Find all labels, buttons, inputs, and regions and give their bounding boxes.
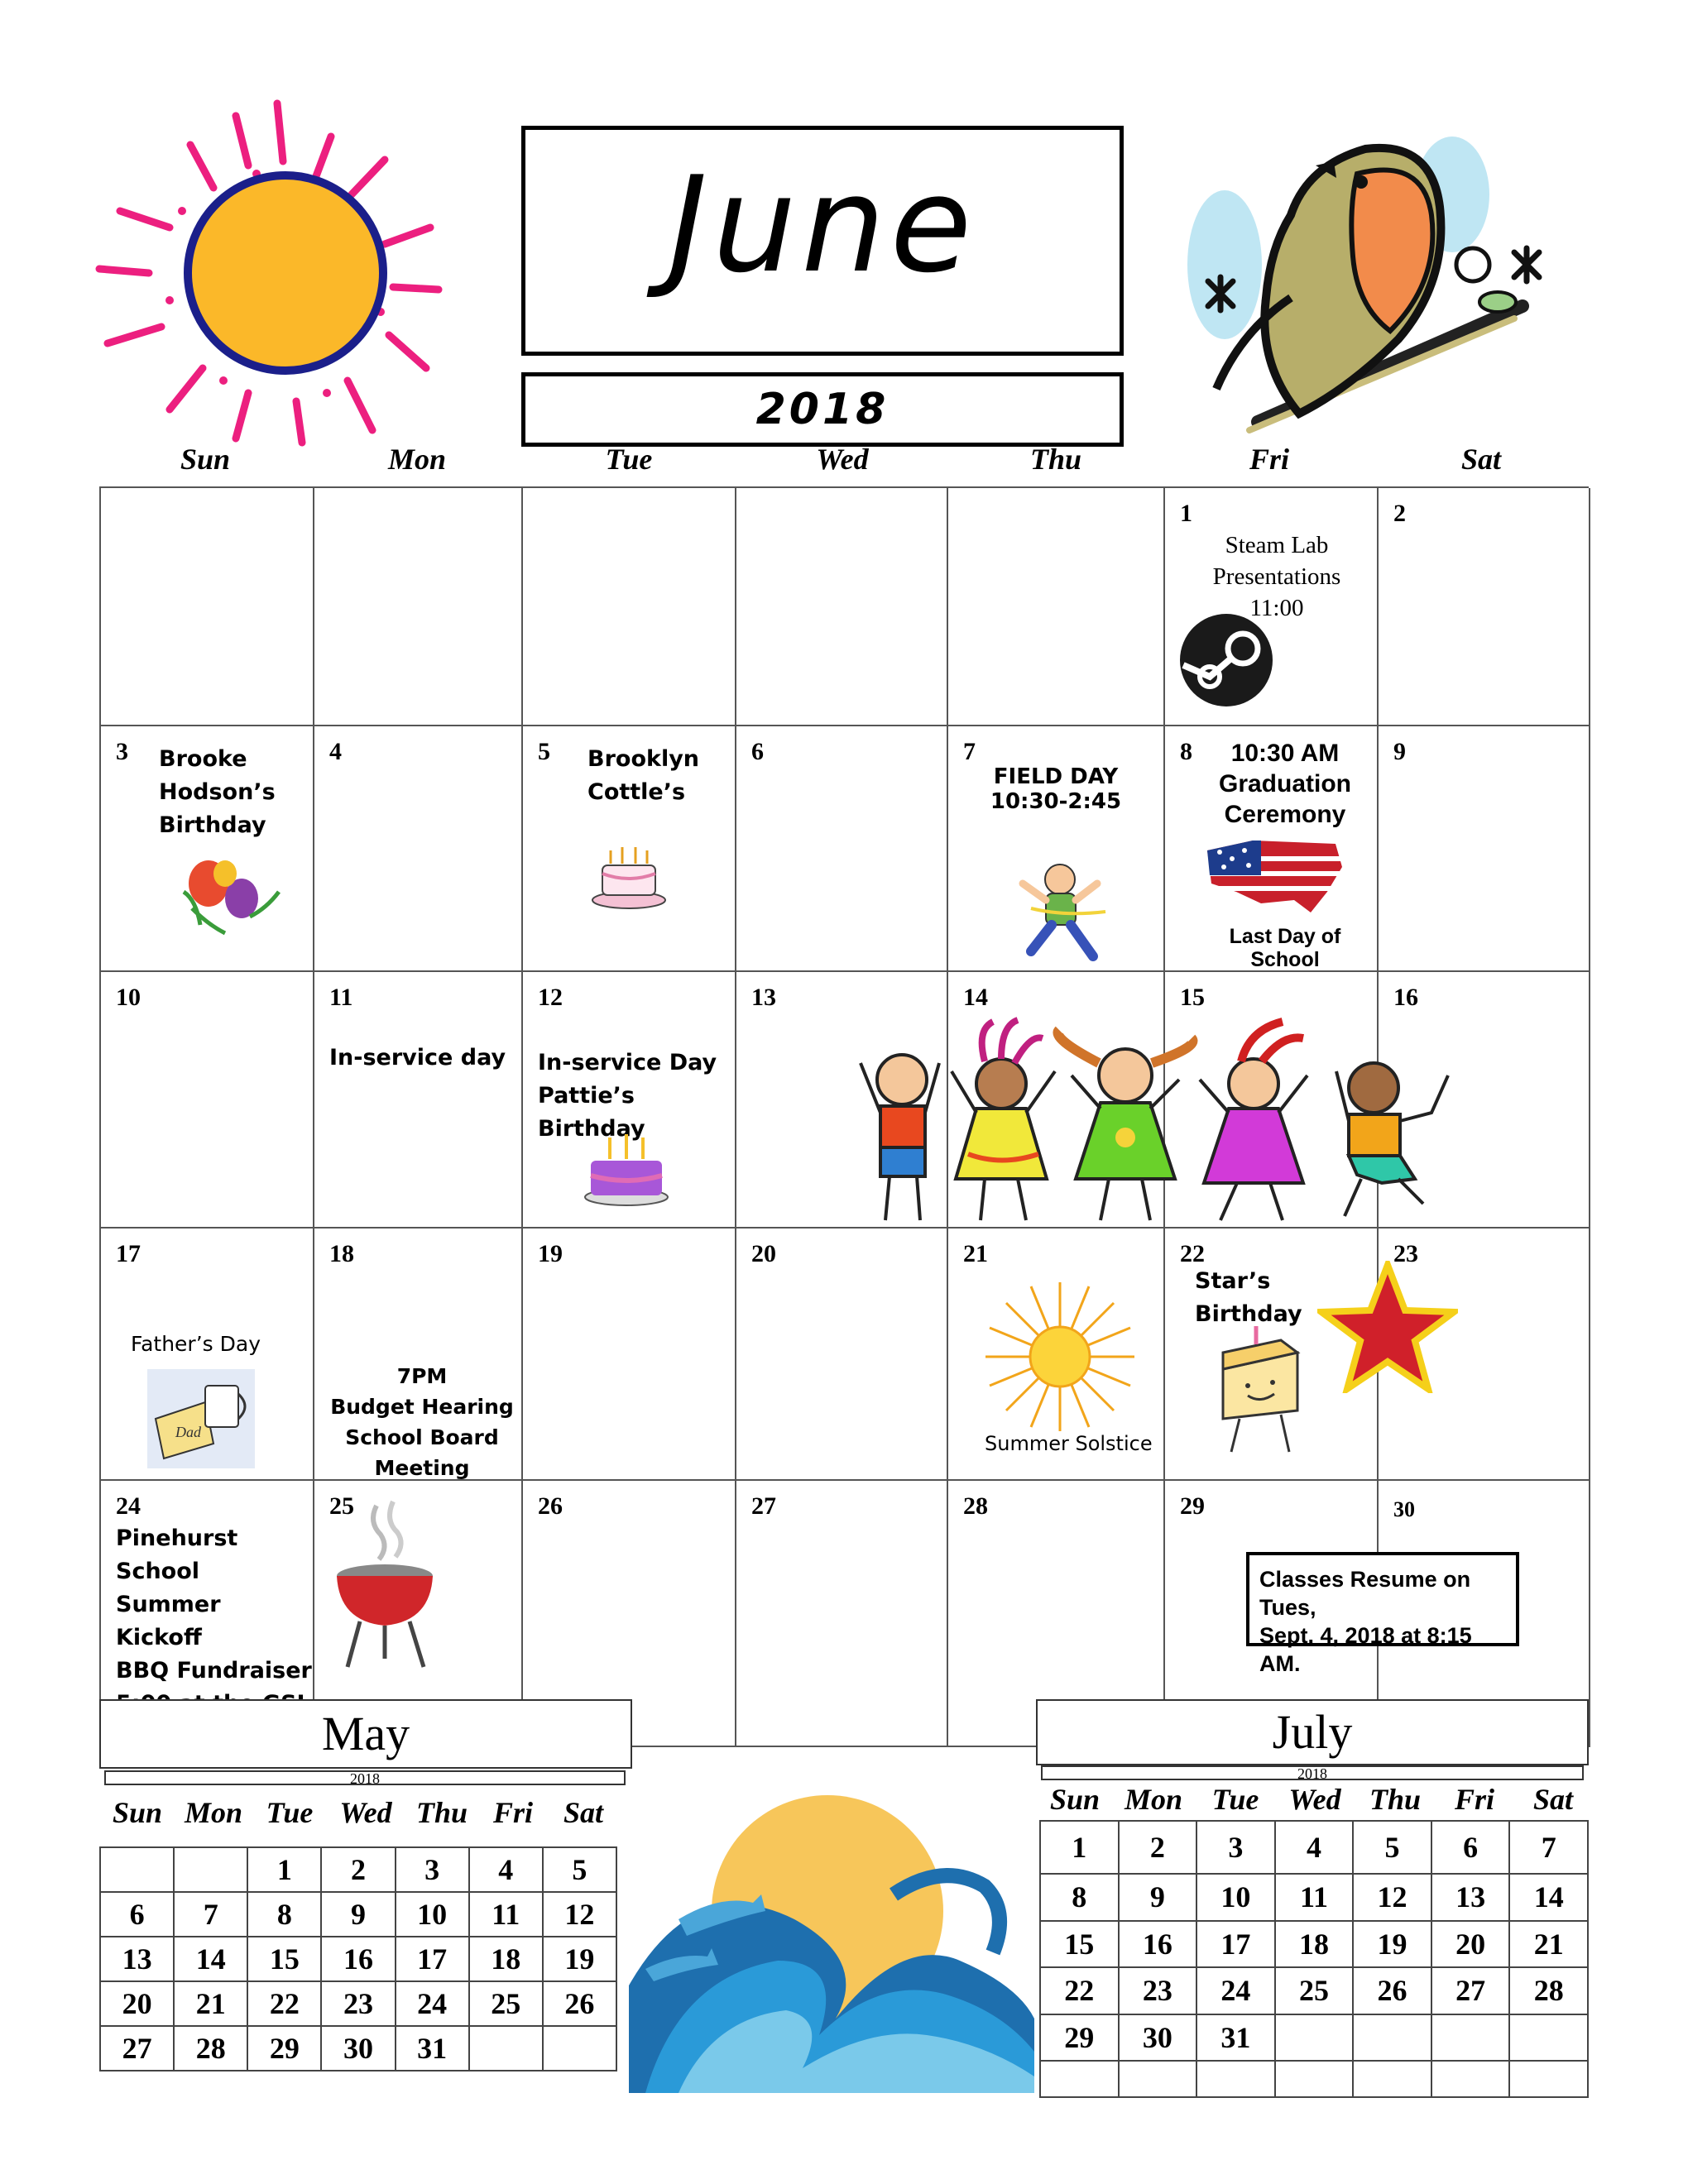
day-number: 17	[116, 1240, 141, 1267]
event-line: School	[1250, 948, 1320, 971]
july-day	[1509, 2061, 1588, 2097]
note-line: Classes Resume on Tues,	[1259, 1567, 1471, 1620]
day-cell	[523, 488, 736, 726]
may-day: 24	[396, 1981, 469, 2026]
day-cell	[1379, 726, 1590, 972]
sun-clipart-icon	[91, 95, 480, 451]
robin-bird-clipart-icon	[1158, 116, 1556, 447]
may-day: 23	[321, 1981, 395, 2026]
may-day: 31	[396, 2026, 469, 2071]
may-day: 28	[174, 2026, 247, 2071]
day-number: 15	[1180, 984, 1205, 1011]
day-number: 29	[1180, 1492, 1205, 1520]
july-day: 10	[1196, 1874, 1275, 1921]
day-cell	[948, 488, 1165, 726]
may-day	[174, 1847, 247, 1892]
day-number: 4	[329, 738, 342, 765]
july-day: 21	[1509, 1921, 1588, 1968]
year-title: 2018	[755, 385, 890, 434]
event-line: Cottle’s	[587, 779, 686, 805]
event-brooke-birthday	[159, 743, 247, 776]
july-day: 20	[1431, 1921, 1510, 1968]
day-number: 13	[751, 984, 776, 1011]
day-number: 20	[751, 1240, 776, 1267]
july-title: July	[1272, 1705, 1353, 1759]
july-weekday: Sun	[1049, 1783, 1101, 1816]
july-day: 26	[1353, 1967, 1431, 2014]
july-day	[1119, 2061, 1197, 2097]
july-day: 7	[1509, 1821, 1588, 1874]
july-day	[1196, 2061, 1275, 2097]
star-icon	[1317, 1261, 1458, 1393]
july-day: 13	[1431, 1874, 1510, 1921]
july-weekday: Fri	[1454, 1783, 1495, 1816]
day-number: 9	[1393, 738, 1406, 765]
day-cell-8	[1165, 726, 1379, 972]
july-day: 28	[1509, 1967, 1588, 2014]
weekday-wed: Wed	[816, 443, 869, 476]
weekday-fri: Fri	[1249, 443, 1290, 476]
day-cell-7	[948, 726, 1165, 972]
day-cell-17	[101, 1228, 314, 1481]
may-weekday: Tue	[266, 1796, 314, 1829]
event-line: Ceremony	[1224, 801, 1346, 828]
july-day: 29	[1040, 2014, 1119, 2062]
day-number: 14	[963, 984, 988, 1011]
may-day: 25	[469, 1981, 543, 2026]
may-day: 15	[247, 1937, 321, 1981]
event-line: Steam Lab	[1225, 532, 1329, 558]
day-number: 23	[1393, 1240, 1418, 1267]
day-cell	[314, 488, 523, 726]
july-day: 25	[1275, 1967, 1354, 2014]
day-cell-12	[523, 972, 736, 1228]
event-line: School Board	[345, 1425, 499, 1449]
event-line: Presentations	[1212, 563, 1341, 590]
day-number: 6	[751, 738, 764, 765]
may-day	[469, 2026, 543, 2071]
july-day: 3	[1196, 1821, 1275, 1874]
day-number: 10	[116, 984, 141, 1011]
steam-logo-icon	[1177, 611, 1276, 710]
weekday-sun: Sun	[180, 443, 231, 476]
july-day	[1431, 2061, 1510, 2097]
may-day: 11	[469, 1892, 543, 1937]
july-day	[1275, 2061, 1354, 2097]
may-day: 21	[174, 1981, 247, 2026]
may-day: 8	[247, 1892, 321, 1937]
july-day: 5	[1353, 1821, 1431, 1874]
event-summer-solstice: Summer Solstice	[985, 1432, 1153, 1455]
july-day: 8	[1040, 1874, 1119, 1921]
month-title-box	[521, 126, 1124, 356]
day-number: 27	[751, 1492, 776, 1520]
day-cell	[314, 726, 523, 972]
event-line: Last Day of	[1229, 925, 1341, 948]
may-weekday: Sat	[563, 1796, 604, 1829]
may-day: 4	[469, 1847, 543, 1892]
day-number: 5	[538, 738, 550, 765]
july-weekday: Wed	[1288, 1783, 1341, 1816]
event-line: Brooke	[159, 746, 247, 772]
bbq-grill-icon	[331, 1497, 439, 1671]
event-line: In-service Day	[538, 1050, 717, 1075]
day-cell-21	[948, 1228, 1165, 1481]
may-day: 1	[247, 1847, 321, 1892]
july-year: 2018	[1041, 1765, 1584, 1780]
event-line: BBQ Fundraiser	[116, 1658, 312, 1684]
day-number: 24	[116, 1492, 141, 1520]
day-cell-11	[314, 972, 523, 1228]
may-day: 2	[321, 1847, 395, 1892]
may-calendar-table	[99, 1846, 617, 2071]
dancing-kids-clipart-icon	[852, 1013, 1465, 1228]
event-brooklyn-birthday	[587, 743, 699, 809]
july-day	[1431, 2014, 1510, 2062]
running-child-icon	[1014, 859, 1114, 966]
day-number: 19	[538, 1240, 563, 1267]
day-number: 2	[1393, 500, 1406, 527]
may-day: 14	[174, 1937, 247, 1981]
may-day: 13	[100, 1937, 174, 1981]
day-cell	[1379, 488, 1590, 726]
may-day: 5	[543, 1847, 616, 1892]
dad-card-text: Dad	[175, 1424, 201, 1440]
july-day: 9	[1119, 1874, 1197, 1921]
event-line: Hodson’s	[159, 779, 276, 805]
event-line: Brooklyn	[587, 746, 700, 772]
day-number: 16	[1393, 984, 1418, 1011]
may-day: 6	[100, 1892, 174, 1937]
day-cell	[736, 726, 948, 972]
day-number: 28	[963, 1492, 988, 1520]
may-day: 3	[396, 1847, 469, 1892]
day-cell	[736, 488, 948, 726]
may-day: 19	[543, 1937, 616, 1981]
july-weekday: Mon	[1124, 1783, 1183, 1816]
day-cell	[101, 972, 314, 1228]
event-line: 10:30 AM	[1230, 740, 1340, 767]
july-weekday: Tue	[1211, 1783, 1259, 1816]
july-day: 24	[1196, 1967, 1275, 2014]
wave-dolphins-clipart-icon	[629, 1770, 1034, 2093]
may-day: 20	[100, 1981, 174, 2026]
july-day	[1353, 2014, 1431, 2062]
event-line: Pattie’s Birthday	[538, 1083, 645, 1142]
may-title-box	[99, 1699, 632, 1769]
may-weekday: Sun	[112, 1796, 163, 1829]
weekday-sat: Sat	[1460, 443, 1502, 476]
july-day	[1353, 2061, 1431, 2097]
may-day	[100, 1847, 174, 1892]
july-day: 15	[1040, 1921, 1119, 1968]
weekday-thu: Thu	[1029, 443, 1082, 476]
event-fathers-day: Father’s Day	[131, 1332, 261, 1356]
day-number: 3	[116, 738, 128, 765]
day-number: 26	[538, 1492, 563, 1520]
event-steam-lab	[1182, 529, 1372, 624]
event-inservice: In-service day	[329, 1045, 506, 1070]
july-day: 16	[1119, 1921, 1197, 1968]
day-cell-18	[314, 1228, 523, 1481]
event-line: FIELD DAY	[993, 764, 1119, 789]
event-budget-hearing	[323, 1361, 521, 1483]
july-day: 2	[1119, 1821, 1197, 1874]
event-line: Budget Hearing	[330, 1395, 514, 1419]
may-weekday: Fri	[492, 1796, 534, 1829]
event-line: 7PM	[396, 1364, 448, 1388]
july-weekday: Thu	[1369, 1783, 1422, 1816]
may-weekday: Thu	[415, 1796, 468, 1829]
day-number: 11	[329, 984, 353, 1011]
day-number: 25	[329, 1492, 354, 1520]
day-number: 12	[538, 984, 563, 1011]
day-cell	[736, 1481, 948, 1747]
classes-resume-note	[1246, 1552, 1519, 1676]
event-graduation	[1198, 738, 1372, 830]
may-day: 7	[174, 1892, 247, 1937]
may-weekday: Mon	[184, 1796, 243, 1829]
july-calendar-table	[1039, 1820, 1589, 2098]
day-cell	[523, 1228, 736, 1481]
weekday-tue: Tue	[605, 443, 653, 476]
event-line: 11:00	[1249, 595, 1304, 621]
july-title-box	[1036, 1699, 1589, 1765]
weekday-mon: Mon	[387, 443, 447, 476]
day-cell	[101, 488, 314, 726]
july-day: 17	[1196, 1921, 1275, 1968]
day-number: 21	[963, 1240, 988, 1267]
day-number: 18	[329, 1240, 354, 1267]
may-day: 16	[321, 1937, 395, 1981]
july-day: 22	[1040, 1967, 1119, 2014]
may-day: 18	[469, 1937, 543, 1981]
birthday-cake-icon	[587, 832, 670, 915]
event-line: Summer Kickoff	[116, 1592, 221, 1650]
july-day: 4	[1275, 1821, 1354, 1874]
event-bbq-fundraiser	[116, 1522, 313, 1721]
july-day: 18	[1275, 1921, 1354, 1968]
july-day	[1275, 2014, 1354, 2062]
cake-slice-icon	[1215, 1320, 1306, 1460]
may-day: 27	[100, 2026, 174, 2071]
july-weekday: Sat	[1532, 1783, 1574, 1816]
note-line: Sept. 4, 2018 at 8:15 AM.	[1259, 1623, 1472, 1676]
day-cell	[736, 1228, 948, 1481]
year-title-box	[521, 372, 1124, 447]
july-day: 27	[1431, 1967, 1510, 2014]
month-title: June	[668, 146, 977, 302]
may-day: 22	[247, 1981, 321, 2026]
event-field-day	[973, 764, 1139, 814]
day-cell-3	[101, 726, 314, 972]
summer-sun-icon	[981, 1278, 1139, 1435]
event-star-birthday: Star’s Birthday	[1195, 1268, 1302, 1327]
july-day: 11	[1275, 1874, 1354, 1921]
may-weekday: Wed	[339, 1796, 392, 1829]
may-day: 12	[543, 1892, 616, 1937]
may-day: 17	[396, 1937, 469, 1981]
july-weekdays	[1039, 1782, 1594, 1818]
july-day: 19	[1353, 1921, 1431, 1968]
may-day: 9	[321, 1892, 395, 1937]
july-day	[1040, 2061, 1119, 2097]
july-day: 1	[1040, 1821, 1119, 1874]
day-number: 1	[1180, 500, 1192, 527]
fathers-day-mug-icon	[147, 1369, 255, 1468]
day-number: 22	[1180, 1240, 1205, 1267]
event-brooke-birthday-2	[159, 776, 276, 842]
may-day	[543, 2026, 616, 2071]
may-day: 10	[396, 1892, 469, 1937]
may-day: 30	[321, 2026, 395, 2071]
july-day: 12	[1353, 1874, 1431, 1921]
may-weekdays	[99, 1795, 629, 1832]
may-title: May	[321, 1707, 410, 1760]
day-number: 30	[1393, 1497, 1415, 1521]
may-day: 26	[543, 1981, 616, 2026]
purple-cake-icon	[581, 1128, 672, 1210]
day-cell-5	[523, 726, 736, 972]
may-day: 29	[247, 2026, 321, 2071]
day-cell-1	[1165, 488, 1379, 726]
day-number: 7	[963, 738, 976, 765]
event-line: Graduation	[1218, 770, 1351, 797]
event-line: 10:30-2:45	[990, 789, 1122, 814]
event-line: Meeting	[374, 1456, 470, 1480]
july-day: 14	[1509, 1874, 1588, 1921]
day-number: 8	[1180, 738, 1192, 765]
july-day	[1509, 2014, 1588, 2062]
july-day: 6	[1431, 1821, 1510, 1874]
event-last-day	[1198, 925, 1372, 971]
july-day: 23	[1119, 1967, 1197, 2014]
event-line: Pinehurst School	[116, 1525, 238, 1584]
july-day: 30	[1119, 2014, 1197, 2062]
event-line: Birthday	[159, 812, 266, 838]
balloons-icon	[175, 850, 283, 941]
usa-flag-map-icon	[1203, 834, 1344, 917]
may-year: 2018	[104, 1770, 626, 1785]
july-day: 31	[1196, 2014, 1275, 2062]
